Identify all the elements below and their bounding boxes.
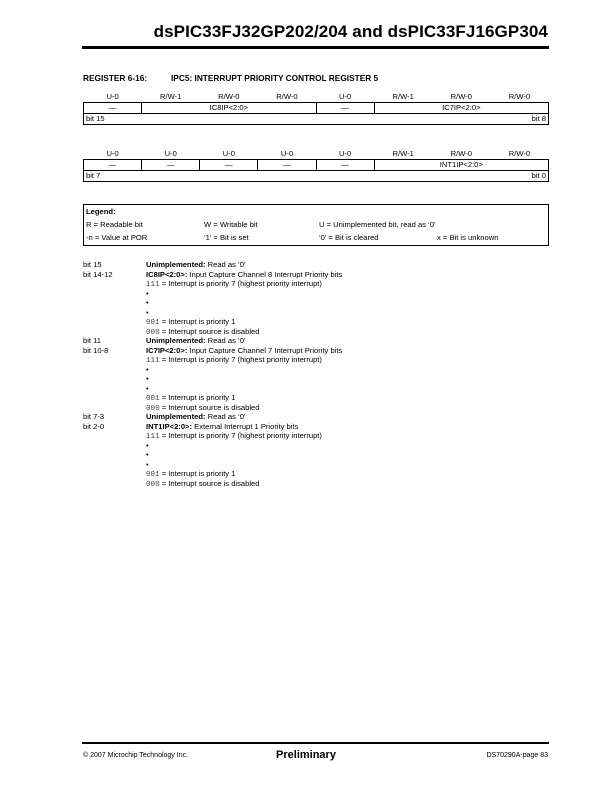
legend-unimplemented: U = Unimplemented bit, read as ‘0’ bbox=[319, 220, 436, 229]
field-row bbox=[84, 160, 549, 171]
footer-page-number: DS70290A-page 83 bbox=[486, 752, 548, 759]
value-code: 000 bbox=[146, 480, 160, 489]
bit-field-name: Unimplemented: bbox=[146, 336, 206, 345]
value-code: 000 bbox=[146, 328, 160, 337]
value-code: 001 bbox=[146, 395, 160, 403]
value-code: 001 bbox=[146, 471, 160, 479]
legend-readable: R = Readable bit bbox=[86, 220, 143, 229]
bit-field-name: IC8IP<2:0>: bbox=[146, 269, 188, 279]
bit-desc-row bbox=[83, 270, 553, 280]
access-cell: U-0 bbox=[316, 92, 374, 103]
access-cell: R/W-0 bbox=[432, 92, 490, 103]
value-text: = Interrupt is priority 7 (highest priority interrupt) bbox=[159, 431, 322, 440]
register-title bbox=[83, 73, 378, 83]
access-cell: R/W-0 bbox=[432, 149, 490, 160]
bit-field-name: INT1IP<2:0>: bbox=[146, 421, 193, 431]
footer-preliminary: Preliminary bbox=[276, 749, 336, 761]
access-cell: U-0 bbox=[84, 149, 142, 160]
bit-descriptions bbox=[83, 260, 553, 488]
field-cell: — bbox=[258, 160, 316, 171]
field-cell: — bbox=[142, 160, 200, 171]
bit-field-name: Unimplemented: bbox=[146, 260, 206, 269]
legend-title: Legend: bbox=[86, 207, 116, 216]
bit-desc-row bbox=[83, 260, 553, 270]
page-header-title: dsPIC33FJ32GP202/204 and dsPIC33FJ16GP304 bbox=[153, 22, 548, 41]
bit-desc-row bbox=[83, 422, 553, 432]
field-cell: — bbox=[84, 103, 142, 114]
value-text: = Interrupt is priority 7 (highest priority interrupt) bbox=[159, 279, 322, 288]
bit-right-label: bit 8 bbox=[316, 114, 549, 125]
bit-field-text: Read as ‘0’ bbox=[205, 412, 246, 421]
access-cell: U-0 bbox=[200, 149, 258, 160]
bit-field-name: Unimplemented: bbox=[146, 412, 206, 421]
bit-desc-row bbox=[83, 412, 553, 422]
legend-cleared: ‘0’ = Bit is cleared bbox=[319, 233, 379, 242]
value-text: = Interrupt source is disabled bbox=[159, 402, 260, 412]
bit-field-text: Read as ‘0’ bbox=[205, 260, 246, 269]
bullet: • bbox=[146, 298, 149, 307]
bit-desc-row bbox=[83, 336, 553, 346]
register-name: IPC5: INTERRUPT PRIORITY CONTROL REGISTER 5 bbox=[171, 73, 379, 83]
bit-label: bit 2-0 bbox=[83, 421, 105, 431]
access-cell: R/W-0 bbox=[200, 92, 258, 103]
bit-desc-row bbox=[83, 346, 553, 356]
bit-field-text: External Interrupt 1 Priority bits bbox=[192, 421, 299, 431]
legend-writable: W = Writable bit bbox=[204, 220, 258, 229]
access-cell: R/W-0 bbox=[490, 92, 548, 103]
bit-label: bit 10-8 bbox=[83, 345, 109, 355]
bullet: • bbox=[146, 288, 149, 298]
field-cell: — bbox=[316, 103, 374, 114]
bullet: • bbox=[146, 364, 149, 374]
register-table-low-byte bbox=[83, 149, 549, 182]
value-text: = Interrupt is priority 1 bbox=[159, 317, 236, 326]
bullet: • bbox=[146, 459, 149, 469]
value-code: 111 bbox=[146, 357, 160, 365]
bit-field-name: IC7IP<2:0>: bbox=[146, 345, 188, 355]
legend-unknown: x = Bit is unknown bbox=[437, 233, 499, 242]
value-code: 111 bbox=[146, 281, 160, 289]
access-cell: R/W-1 bbox=[374, 149, 432, 160]
bullet: • bbox=[146, 440, 149, 450]
access-cell: U-0 bbox=[142, 149, 200, 160]
value-text: = Interrupt source is disabled bbox=[159, 326, 260, 336]
register-number: REGISTER 6-16: bbox=[83, 73, 148, 83]
bit-label: bit 11 bbox=[83, 336, 102, 345]
bit-right-label: bit 0 bbox=[316, 171, 549, 182]
field-cell: INT1IP<2:0> bbox=[374, 160, 548, 171]
header-rule bbox=[82, 46, 549, 49]
bit-left-label: bit 15 bbox=[84, 114, 317, 125]
register-table-high-byte bbox=[83, 92, 549, 125]
access-cell: R/W-0 bbox=[490, 149, 548, 160]
bullet: • bbox=[146, 374, 149, 383]
bullet: • bbox=[146, 307, 149, 317]
value-text: = Interrupt is priority 1 bbox=[159, 393, 236, 402]
value-code: 000 bbox=[146, 404, 160, 413]
access-cell: R/W-1 bbox=[142, 92, 200, 103]
field-cell: — bbox=[84, 160, 142, 171]
footer-copyright: © 2007 Microchip Technology Inc. bbox=[83, 752, 189, 759]
bit-range-row bbox=[84, 114, 549, 125]
access-row bbox=[84, 149, 549, 160]
access-cell: R/W-1 bbox=[374, 92, 432, 103]
bit-field-text: Read as ‘0’ bbox=[205, 336, 246, 345]
value-code: 001 bbox=[146, 319, 160, 327]
field-cell: IC7IP<2:0> bbox=[374, 103, 548, 114]
bit-field-text: Input Capture Channel 8 Interrupt Priority bits bbox=[187, 269, 343, 279]
bit-range-row bbox=[84, 171, 549, 182]
field-cell: — bbox=[200, 160, 258, 171]
legend-por: -n = Value at POR bbox=[86, 233, 148, 242]
access-cell: U-0 bbox=[84, 92, 142, 103]
access-cell: R/W-0 bbox=[258, 92, 316, 103]
legend-set: ‘1’ = Bit is set bbox=[204, 233, 249, 242]
value-text: = Interrupt is priority 1 bbox=[159, 469, 236, 478]
field-row bbox=[84, 103, 549, 114]
legend-box bbox=[83, 204, 549, 246]
footer-rule bbox=[82, 742, 549, 744]
bullet: • bbox=[146, 450, 149, 459]
bit-field-text: Input Capture Channel 7 Interrupt Priority bits bbox=[187, 345, 343, 355]
bit-left-label: bit 7 bbox=[84, 171, 317, 182]
access-cell: U-0 bbox=[258, 149, 316, 160]
bit-label: bit 14-12 bbox=[83, 269, 113, 279]
access-cell: U-0 bbox=[316, 149, 374, 160]
access-row bbox=[84, 92, 549, 103]
field-cell: IC8IP<2:0> bbox=[142, 103, 316, 114]
bit-label: bit 15 bbox=[83, 260, 102, 269]
bit-label: bit 7-3 bbox=[83, 412, 105, 421]
value-text: = Interrupt source is disabled bbox=[159, 478, 260, 488]
value-text: = Interrupt is priority 7 (highest priority interrupt) bbox=[159, 355, 322, 364]
field-cell: — bbox=[316, 160, 374, 171]
bullet: • bbox=[146, 383, 149, 393]
value-code: 111 bbox=[146, 433, 160, 441]
